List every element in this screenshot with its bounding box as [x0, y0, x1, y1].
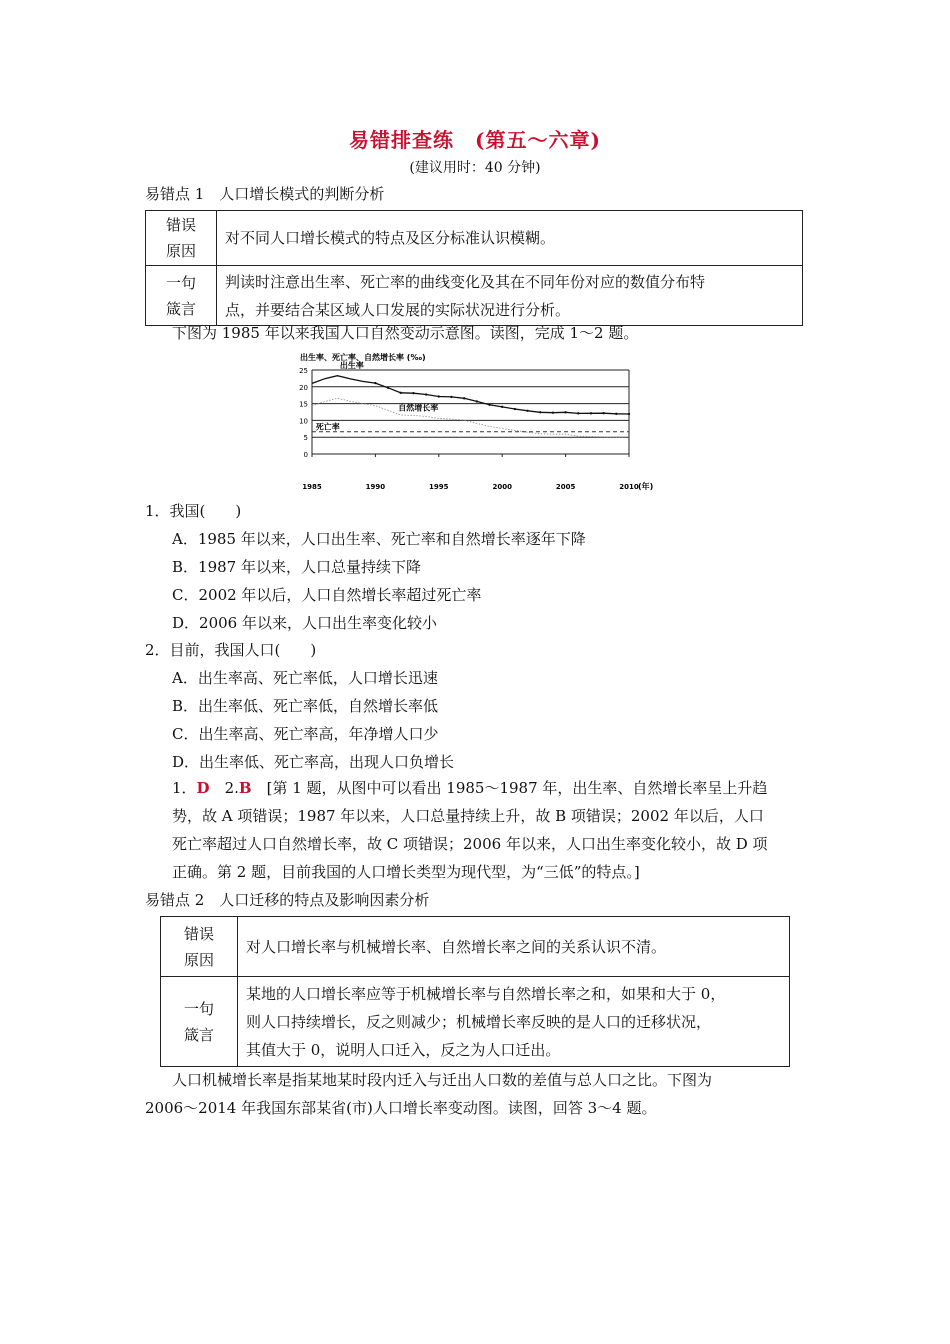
section2-table: [160, 916, 790, 1067]
data-point: [450, 396, 452, 398]
section1-row2-label-a: 一句: [165, 273, 196, 292]
section2-row1-label-a: 错误: [183, 924, 214, 943]
answer-line-1: [172, 774, 812, 802]
data-point: [526, 410, 528, 412]
explanation-line-4: 正确。第 2 题，目前我国的人口增长类型为现代型，为“三低”的特点。]: [172, 863, 640, 881]
data-point: [628, 413, 630, 415]
data-point: [602, 412, 604, 414]
data-point: [514, 408, 516, 410]
section1-row2-line2: 点，并要结合某区域人口发展的实际状况进行分析。: [225, 300, 571, 319]
section2-row2-line1: 某地的人口增长率应等于机械增长率与自然增长率之和，如果和大于 0，: [246, 984, 726, 1003]
data-point: [476, 400, 478, 402]
section2-row2-label: [161, 977, 238, 1067]
data-point: [463, 397, 465, 399]
q1-option-c: C．2002 年以后，人口自然增长率超过死亡率: [172, 586, 482, 604]
data-point: [387, 387, 389, 389]
section1-row1-label-b: 原因: [165, 242, 196, 260]
section2-row2-label-a: 一句: [183, 999, 214, 1018]
section2-row2-line2: 则人口持续增长，反之则减少；机械增长率反映的是人口的迁移状况，: [246, 1012, 712, 1031]
section1-row2-text: [217, 266, 803, 326]
data-point: [577, 412, 579, 414]
q2-option-c: C．出生率高、死亡率高，年净增人口少: [172, 725, 439, 743]
section1-row2-label: [146, 266, 217, 326]
section2-heading: 易错点 2 人口迁移的特点及影响因素分析: [145, 891, 430, 909]
chart-xlabel: (年): [638, 482, 654, 491]
section1-table: [145, 210, 803, 326]
data-point: [488, 404, 490, 406]
answer-1: D: [196, 779, 210, 797]
q1-option-d: D．2006 年以来，人口出生率变化较小: [172, 614, 437, 632]
population-chart: [295, 348, 665, 496]
chart-title: 出生率、死亡率、自然增长率 (‰): [300, 353, 426, 362]
y-tick-label: 20: [299, 383, 308, 392]
data-point: [438, 395, 440, 397]
data-point: [374, 382, 376, 384]
x-tick-label: 2010: [619, 483, 639, 491]
y-tick-label: 5: [303, 434, 308, 443]
data-point: [412, 392, 414, 394]
section2-row1-label: [161, 917, 238, 977]
x-tick-label: 1995: [429, 483, 449, 491]
data-point: [590, 412, 592, 414]
section2-row1-label-b: 原因: [183, 950, 214, 969]
section1-heading: 易错点 1 人口增长模式的判断分析: [145, 185, 385, 203]
section2-row1-text: 对人口增长率与机械增长率、自然增长率之间的关系认识不清。: [238, 917, 790, 977]
q1-stem: 1．我国( ): [145, 502, 242, 520]
data-point: [400, 392, 402, 394]
q2-stem: 2．目前，我国人口( ): [145, 641, 317, 659]
intro-2-line1: 人口机械增长率是指某地某时段内迁入与迁出人口数的差值与总人口之比。下图为: [172, 1071, 713, 1089]
data-point: [501, 406, 503, 408]
label-birth-rate: 出生率: [339, 360, 364, 370]
answer-num-1: 1．: [172, 779, 197, 797]
q2-option-d: D．出生率低、死亡率高，出现人口负增长: [172, 753, 455, 771]
section1-row2-label-b: 箴言: [165, 299, 196, 318]
data-point: [539, 411, 541, 413]
intro-1: 下图为 1985 年以来我国人口自然变动示意图。读图，完成 1～2 题。: [172, 324, 639, 342]
q2-option-b: B．出生率低、死亡率低，自然增长率低: [172, 697, 439, 715]
x-tick-label: 2005: [555, 483, 576, 491]
data-point: [552, 412, 554, 414]
section1-row1-label: [146, 211, 217, 266]
x-tick-label: 1985: [302, 483, 322, 491]
y-tick-label: 10: [299, 417, 308, 426]
section1-row1-label-a: 错误: [165, 216, 196, 234]
q1-option-b: B．1987 年以来，人口总量持续下降: [172, 558, 421, 576]
section2-row2-text: [238, 977, 790, 1067]
page-subtitle: (建议用时：40 分钟): [409, 160, 541, 176]
section2-row2-line3: 其值大于 0，说明人口迁入，反之为人口迁出。: [246, 1040, 561, 1059]
label-natural-growth: 自然增长率: [398, 403, 439, 413]
q1-option-a: A．1985 年以来，人口出生率、死亡率和自然增长率逐年下降: [172, 530, 586, 548]
explanation-line-2: 势，故 A 项错误；1987 年以来，人口总量持续上升，故 B 项错误；2002 年以后，人口: [172, 807, 764, 825]
intro-2-line2: 2006～2014 年我国东部某省(市)人口增长率变动图。读图，回答 3～4 题。: [145, 1099, 657, 1117]
explanation-line-3: 死亡率超过人口自然增长率，故 C 项错误；2006 年以来，人口出生率变化较小，故 D 项: [172, 835, 768, 853]
data-point: [564, 411, 566, 413]
answer-num-2: 2.: [224, 779, 239, 797]
label-death-rate: 死亡率: [315, 422, 340, 432]
x-tick-label: 1990: [365, 483, 386, 491]
y-tick-label: 0: [303, 451, 308, 459]
answer-2: B: [238, 779, 252, 797]
y-tick-label: 15: [299, 400, 308, 409]
answer-block: [172, 774, 812, 886]
section1-row1-text: 对不同人口增长模式的特点及区分标准认识模糊。: [217, 211, 803, 266]
section1-row2-line1: 判读时注意出生率、死亡率的曲线变化及其在不同年份对应的数值分布特: [225, 272, 706, 291]
series-line-出生率: [312, 376, 629, 414]
data-point: [615, 413, 617, 415]
x-tick-label: 2000: [492, 483, 512, 491]
explanation-line-1: [第 1 题，从图中可以看出 1985～1987 年，出生率、自然增长率呈上升趋: [266, 779, 768, 797]
q2-option-a: A．出生率高、死亡率低，人口增长迅速: [172, 669, 438, 687]
y-tick-label: 25: [299, 367, 308, 375]
section2-row2-label-b: 箴言: [183, 1025, 214, 1044]
data-point: [425, 393, 427, 395]
page-title: 易错排查练 (第五～六章): [349, 128, 601, 152]
